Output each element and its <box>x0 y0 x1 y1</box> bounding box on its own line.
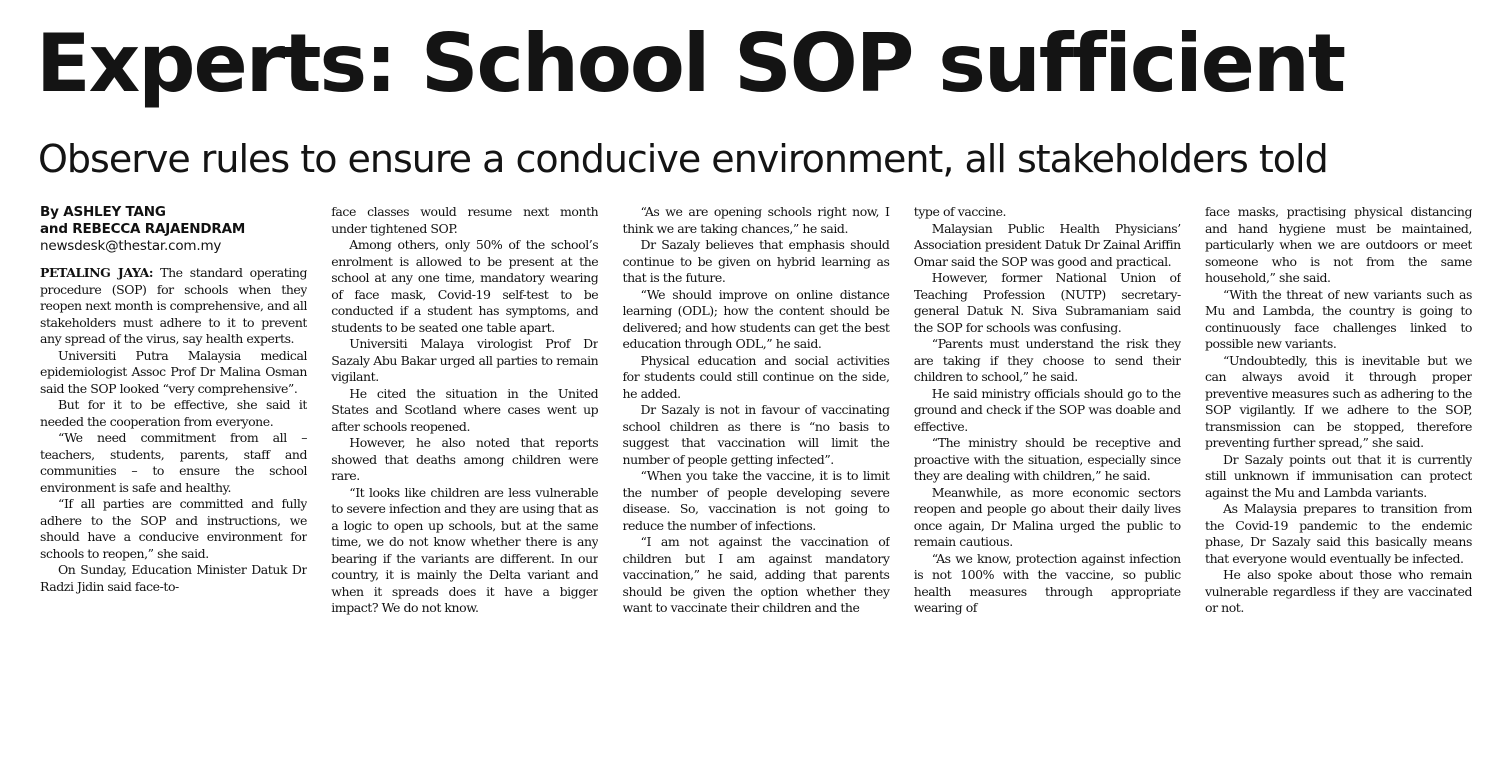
paragraph: But for it to be effective, she said it needed the cooperation from everyone. <box>40 397 307 429</box>
paragraph: “I am not against the vaccination of children but I am against mandatory vaccination,” he said, adding that parents should be given the option whether they want to vaccinate their children and the <box>622 534 890 615</box>
subheadline: Observe rules to ensure a conducive environment, all stakeholders told <box>38 137 1328 181</box>
byline-author-1: By ASHLEY TANG <box>40 204 166 220</box>
column-2 <box>331 204 598 766</box>
column-1 <box>40 204 307 766</box>
paragraph: “If all parties are committed and fully adhere to the SOP and instructions, we should have a conducive environment for schools to reopen,” she said. <box>40 496 307 561</box>
paragraph: Physical education and social activities for students could still continue on the side, he added. <box>622 352 890 401</box>
paragraph: Dr Sazaly is not in favour of vaccinating school children as there is “no basis to suggest that vaccination will limit the number of people getting infected”. <box>622 402 890 467</box>
byline-email: newsdesk@thestar.com.my <box>40 238 222 254</box>
paragraph: type of vaccine. <box>913 204 1007 219</box>
paragraph: “Parents must understand the risk they are taking if they choose to send their children to school,” he said. <box>913 336 1181 384</box>
paragraph: “The ministry should be receptive and proactive with the situation, especially since they are dealing with children,” he said. <box>913 435 1181 483</box>
paragraph: “As we are opening schools right now, I think we are taking chances,” he said. <box>622 204 890 236</box>
paragraph: “When you take the vaccine, it is to limit the number of people developing severe disease. So, vaccination is not going to reduce the number of infections. <box>622 468 890 533</box>
paragraph-text: The standard operating procedure (SOP) for schools when they reopen next month is comprehensive, and all stakeholders must adhere to it to prevent any spread of the virus, say health experts. <box>40 265 307 346</box>
headline: Experts: School SOP sufficient <box>36 17 1345 110</box>
column-3 <box>623 204 890 766</box>
byline-author-2: and REBECCA RAJAENDRAM <box>40 221 246 237</box>
paragraph: “Undoubtedly, this is inevitable but we can always avoid it through proper preventive measures such as adhering to the SOP vigilantly. If we adhere to the SOP, transmission can be stopped, therefore preventing further spread,” she said. <box>1205 352 1472 450</box>
paragraph: He cited the situation in the United States and Scotland where cases went up after schools reopened. <box>331 385 599 434</box>
paragraph: However, former National Union of Teaching Profession (NUTP) secretary-general Datuk N. Siva Subramaniam said the SOP for schools was confusing. <box>913 270 1181 335</box>
paragraph: As Malaysia prepares to transition from the Covid-19 pandemic to the endemic phase, Dr Sazaly said this basically means that everyone would eventually be infected. <box>1205 501 1472 566</box>
paragraph: Universiti Malaya virologist Prof Dr Sazaly Abu Bakar urged all parties to remain vigilant. <box>331 336 599 384</box>
dateline: PETALING JAYA: <box>40 265 154 280</box>
paragraph: Among others, only 50% of the school’s enrolment is allowed to be present at the school at any one time, mandatory wearing of face mask, Covid-19 self-test to be conducted if a student has symptoms, and students to be seated one table apart. <box>331 237 599 335</box>
paragraph: However, he also noted that reports showed that deaths among children were rare. <box>331 435 599 483</box>
paragraph: Dr Sazaly believes that emphasis should continue to be given on hybrid learning as that is the future. <box>622 237 890 285</box>
paragraph: “As we know, protection against infection is not 100% with the vaccine, so public health measures through appropriate wearing of <box>913 550 1181 615</box>
column-4 <box>914 204 1181 766</box>
paragraph: On Sunday, Education Minister Datuk Dr Radzi Jidin said face-to- <box>40 562 307 594</box>
column-5 <box>1205 204 1472 766</box>
paragraph: “We should improve on online distance learning (ODL); how the content should be delivered; and how students can get the best education through ODL,” he said. <box>622 286 890 351</box>
paragraph: “It looks like children are less vulnerable to severe infection and they are using that as a logic to open up schools, but at the same time, we do not know whether there is any bearing if the variants are different. In our country, it is mainly the Delta variant and when it spreads does it have a bigger impact? We do not know. <box>331 484 599 615</box>
paragraph: He said ministry officials should go to the ground and check if the SOP was doable and effective. <box>913 385 1181 434</box>
paragraph: Meanwhile, as more economic sectors reopen and people go about their daily lives once again, Dr Malina urged the public to remain cautious. <box>913 484 1181 549</box>
paragraph: face masks, practising physical distancing and hand hygiene must be maintained, particularly when we are outdoors or meet someone who is not from the same household,” she said. <box>1205 204 1472 285</box>
article-body <box>40 204 1472 766</box>
paragraph: Universiti Putra Malaysia medical epidemiologist Assoc Prof Dr Malina Osman said the SOP looked “very comprehensive”. <box>40 347 307 396</box>
paragraph: “With the threat of new variants such as Mu and Lambda, the country is going to continuously face challenges linked to possible new variants. <box>1205 286 1472 351</box>
paragraph: “We need commitment from all – teachers, students, parents, staff and communities – to ensure the school environment is safe and healthy. <box>40 430 307 495</box>
paragraph <box>40 265 307 348</box>
paragraph: Malaysian Public Health Physicians’ Association president Datuk Dr Zainal Ariffin Omar said the SOP was good and practical. <box>913 220 1181 269</box>
paragraph: face classes would resume next month under tightened SOP. <box>331 204 599 236</box>
paragraph: Dr Sazaly points out that it is currently still unknown if immunisation can protect against the Mu and Lambda variants. <box>1205 451 1472 500</box>
paragraph: He also spoke about those who remain vulnerable regardless if they are vaccinated or not. <box>1205 567 1472 615</box>
